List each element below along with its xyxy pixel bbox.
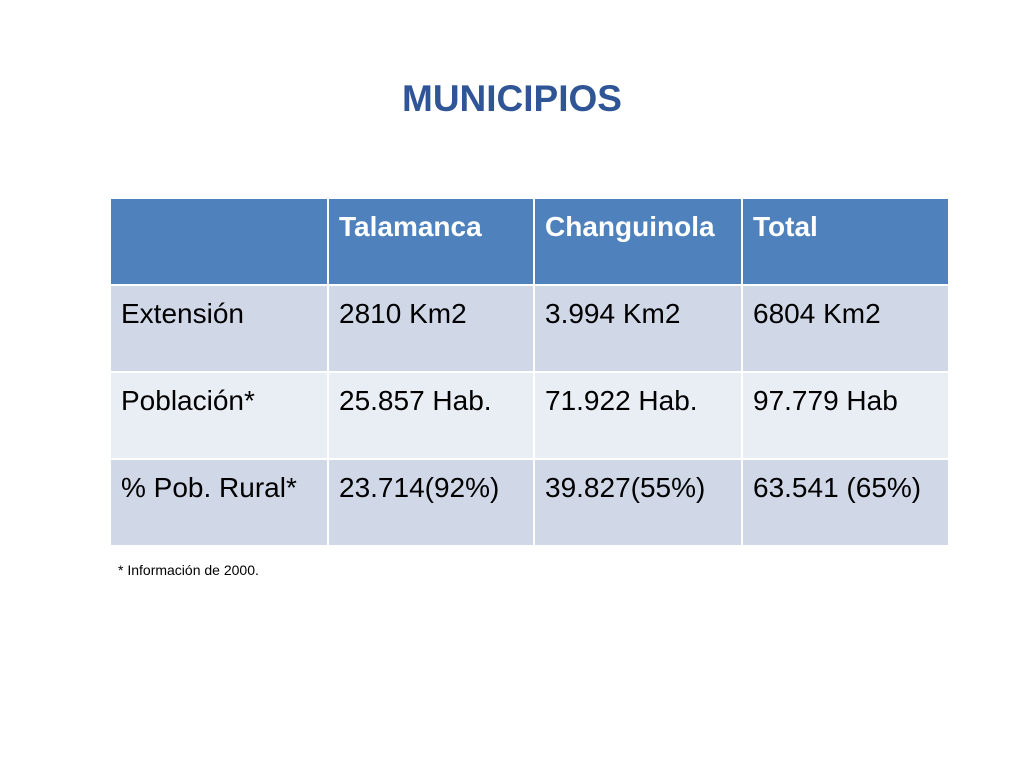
table-cell: 97.779 Hab bbox=[742, 372, 949, 459]
table-cell: 63.541 (65%) bbox=[742, 459, 949, 546]
table-row bbox=[110, 459, 949, 546]
table-cell: 39.827(55%) bbox=[534, 459, 742, 546]
table-cell: 25.857 Hab. bbox=[328, 372, 534, 459]
municipios-table bbox=[109, 197, 950, 547]
table-row bbox=[110, 372, 949, 459]
header-cell-changuinola: Changuinola bbox=[534, 198, 742, 285]
table-cell: 3.994 Km2 bbox=[534, 285, 742, 372]
table-cell: 6804 Km2 bbox=[742, 285, 949, 372]
header-cell-empty bbox=[110, 198, 328, 285]
footnote: * Información de 2000. bbox=[118, 562, 259, 578]
table-row bbox=[110, 285, 949, 372]
header-cell-total: Total bbox=[742, 198, 949, 285]
slide-title: MUNICIPIOS bbox=[402, 78, 622, 119]
row-label-poblacion: Población* bbox=[110, 372, 328, 459]
table-cell: 2810 Km2 bbox=[328, 285, 534, 372]
row-label-pob-rural: % Pob. Rural* bbox=[110, 459, 328, 546]
table-cell: 23.714(92%) bbox=[328, 459, 534, 546]
header-cell-talamanca: Talamanca bbox=[328, 198, 534, 285]
row-label-extension: Extensión bbox=[110, 285, 328, 372]
table-header-row bbox=[110, 198, 949, 285]
table-cell: 71.922 Hab. bbox=[534, 372, 742, 459]
